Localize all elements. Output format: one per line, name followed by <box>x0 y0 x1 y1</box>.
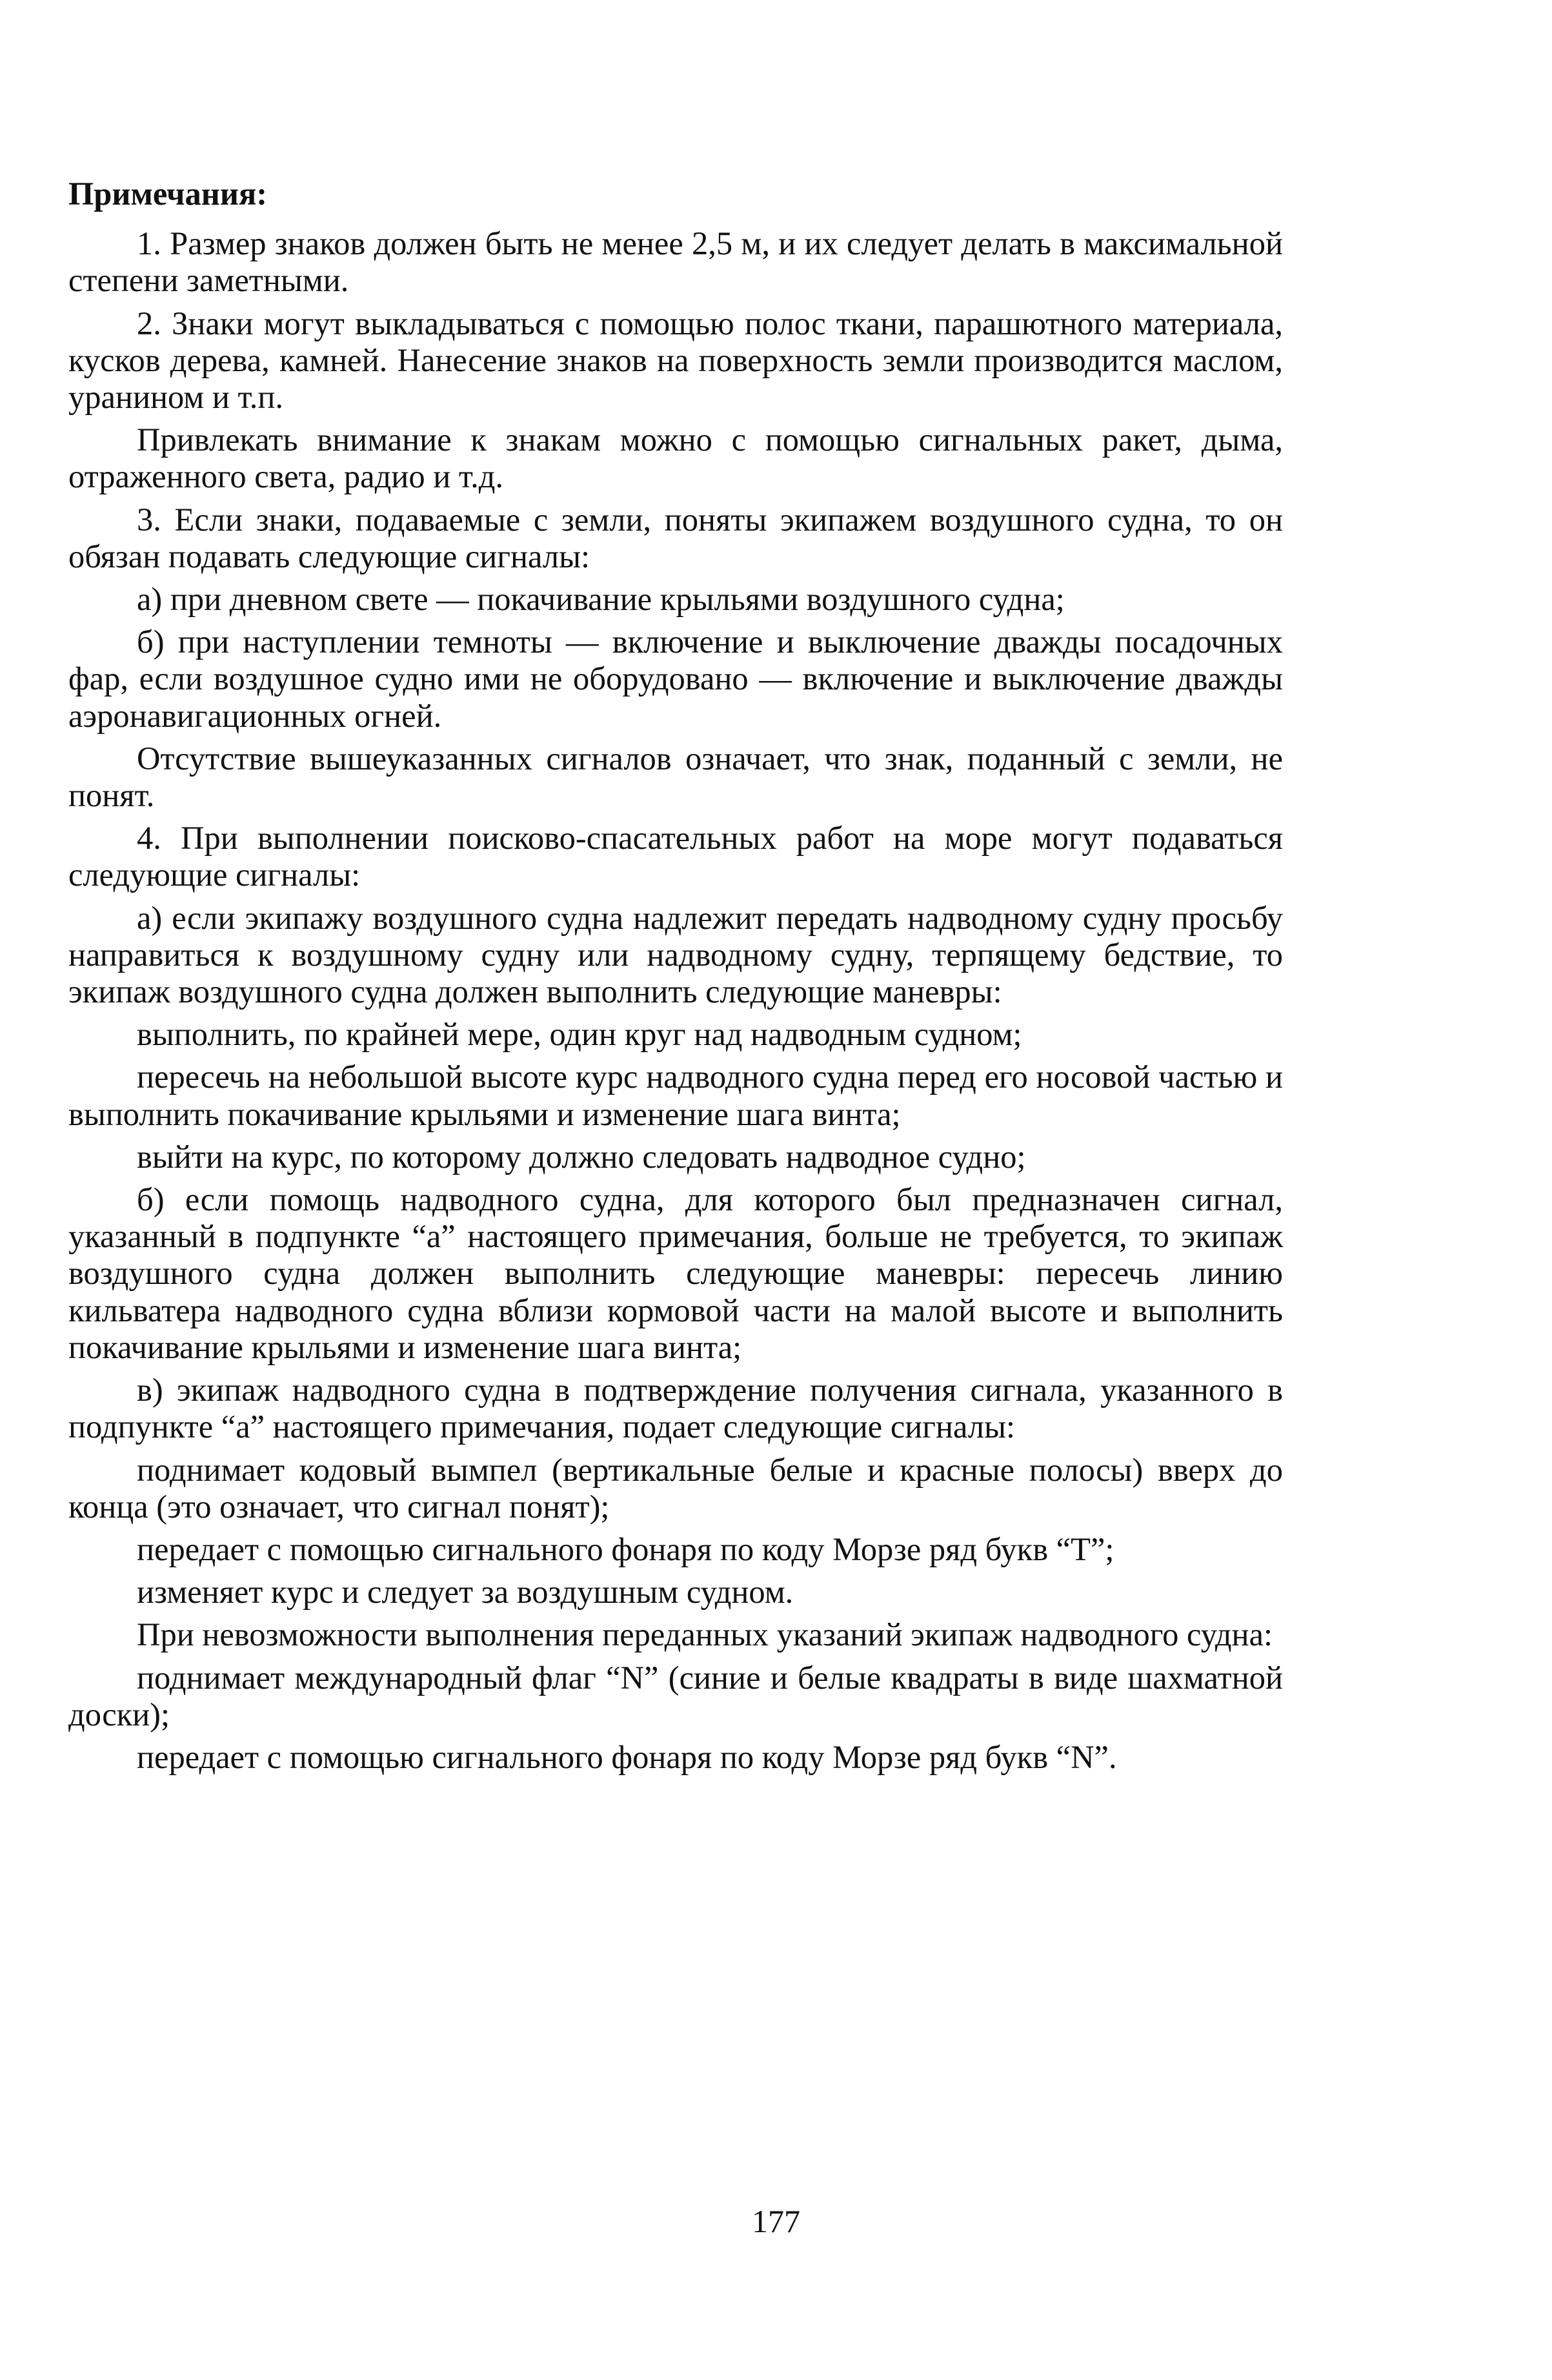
paragraph-note-4v: в) экипаж надводного судна в подтверждение получения сигнала, указанного в подпункте “а” настоящего примечания, подает следующие сигналы: <box>68 1372 1283 1445</box>
paragraph-follow-course: выйти на курс, по которому должно следовать надводное судно; <box>137 1138 1026 1175</box>
paragraph-note-3a: а) при дневном свете — покачивание крыльями воздушного судна; <box>137 581 1065 618</box>
notes-heading: Примечания: <box>68 176 268 212</box>
paragraph-morse-n: передает с помощью сигнального фонаря по коду Морзе ряд букв “N”. <box>137 1738 1117 1775</box>
paragraph-note-4b: б) если помощь надводного судна, для которого был предназначен сигнал, указанный в подпункте “а” настоящего примечания, больше не требуется, то экипаж воздушного судна должен выполнить следующие маневры: пересечь линию кильватера надводного судна вблизи кормовой части на малой высоте и выполнить покачивание крыльями и изменение шага винта; <box>68 1181 1283 1365</box>
paragraph-attention: Привлекать внимание к знакам можно с помощью сигнальных ракет, дыма, отраженного света, радио и т.д. <box>68 422 1283 495</box>
paragraph-morse-t: передает с помощью сигнального фонаря по коду Морзе ряд букв “Т”; <box>137 1531 1114 1567</box>
paragraph-impossible: При невозможности выполнения переданных указаний экипаж надводного судна: <box>137 1616 1273 1653</box>
paragraph-note-3: 3. Если знаки, подаваемые с земли, поняты экипажем воздушного судна, то он обязан подавать следующие сигналы: <box>68 501 1283 575</box>
paragraph-note-3b: б) при наступлении темноты — включение и выключение дважды посадочных фар, если воздушное судно ими не оборудовано — включение и выключение дважды аэронавигационных огней. <box>68 624 1283 734</box>
page-number: 177 <box>752 2203 800 2239</box>
paragraph-note-4: 4. При выполнении поисково-спасательных работ на море могут подаваться следующие сигналы: <box>68 820 1283 893</box>
paragraph-pennant: поднимает кодовый вымпел (вертикальные белые и красные полосы) вверх до конца (это означает, что сигнал понят); <box>68 1451 1283 1525</box>
paragraph-note-4a: а) если экипажу воздушного судна надлежит передать надводному судну просьбу направиться к воздушному судну или надводному судну, терпящему бедствие, то экипаж воздушного судна должен выполнить следующие маневры: <box>68 899 1283 1010</box>
page-body <box>68 176 1283 1782</box>
paragraph-absence: Отсутствие вышеуказанных сигналов означает, что знак, поданный с земли, не понят. <box>68 740 1283 814</box>
paragraph-cross-course: пересечь на небольшой высоте курс надводного судна перед его носовой частью и выполнить покачивание крыльями и изменение шага винта; <box>68 1059 1283 1132</box>
paragraph-note-2: 2. Знаки могут выкладываться с помощью полос ткани, парашютного материала, кусков дерева, камней. Нанесение знаков на поверхность земли производится маслом, уранином и т.п. <box>68 305 1283 416</box>
paragraph-change-course: изменяет курс и следует за воздушным судном. <box>137 1574 794 1611</box>
paragraph-note-1: 1. Размер знаков должен быть не менее 2,5 м, и их следует делать в максимальной степени заметными. <box>68 225 1283 299</box>
paragraph-flag-n: поднимает международный флаг “N” (синие и белые квадраты в виде шахматной доски); <box>68 1659 1283 1733</box>
paragraph-circle: выполнить, по крайней мере, один круг над надводным судном; <box>137 1016 1022 1053</box>
